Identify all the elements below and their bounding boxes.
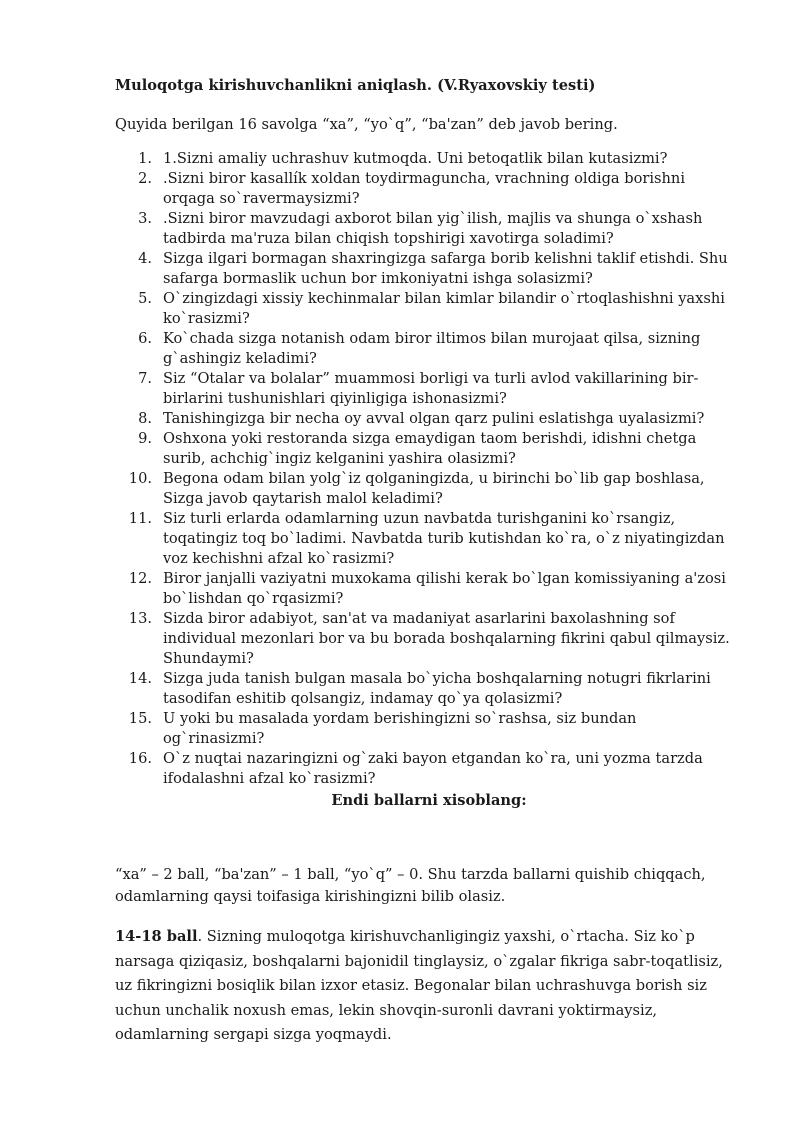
question-text: Sizda biror adabiyot, san'at va madaniyat asarlarini baxolashning sof individual mezonlari bor va bu borada boshqalarning fikrini qabul qilmaysiz. Shundaymi? <box>163 610 730 667</box>
question-number: 9. <box>138 430 152 447</box>
question-item <box>115 149 740 169</box>
question-item <box>115 509 740 569</box>
question-text: Sizga juda tanish bulgan masala bo`yicha boshqalarning notugri fikrlarini tasodifan eshitib qolsangiz, indamay qo`ya qolasizmi? <box>163 670 711 707</box>
question-number: 14. <box>128 670 152 687</box>
result-paragraph <box>115 925 740 1048</box>
question-item <box>115 289 740 329</box>
question-number: 6. <box>138 330 152 347</box>
question-item <box>115 749 740 789</box>
question-text: 1.Sizni amaliy uchrashuv kutmoqda. Uni betoqatlik bilan kutasizmi? <box>163 150 668 167</box>
instructions-text: Quyida berilgan 16 savolga “xa”, “yo`q”, “ba'zan” deb javob bering. <box>115 116 618 133</box>
question-text: Tanishingizga bir necha oy avval olgan qarz pulini eslatishga uyalasizmi? <box>163 410 705 427</box>
question-number: 8. <box>138 410 152 427</box>
question-number: 10. <box>128 470 152 487</box>
question-item <box>115 669 740 709</box>
question-text: O`z nuqtai nazaringizni og`zaki bayon etgandan ko`ra, uni yozma tarzda ifodalashni afzal ko`rasizmi? <box>163 750 703 787</box>
question-text: Sizga ilgari bormagan shaxringizga safarga borib kelishni taklif etishdi. Shu safarga bormaslik uchun bor imkoniyatni ishga solasizmi? <box>163 250 728 287</box>
question-number: 7. <box>138 370 152 387</box>
question-text: Siz turli erlarda odamlarning uzun navbatda turishganini ko`rsangiz, toqatingiz toq bo`ladimi. Navbatda turib kutishdan ko`ra, o`z niyatingizdan voz kechishni afzal ko`rasizmi? <box>163 510 725 567</box>
question-item <box>115 429 740 469</box>
question-item <box>115 469 740 509</box>
question-text: Siz “Otalar va bolalar” muammosi borligi va turli avlod vakillarining bir-birlarini tushunishlari qiyinligiga ishonasizmi? <box>163 370 699 407</box>
scoring-text: “xa” – 2 ball, “ba'zan” – 1 ball, “yo`q” – 0. Shu tarzda ballarni quishib chiqqach, odamlarning qaysi toifasiga kirishingizni bilib olasiz. <box>115 866 706 905</box>
question-text: .Sizni biror kasallík xoldan toydirmaguncha, vrachning oldiga borishni orqaga so`ravermaysizmi? <box>163 170 685 207</box>
question-item <box>115 409 740 429</box>
question-number: 5. <box>138 290 152 307</box>
question-number: 13. <box>128 610 152 627</box>
question-text: .Sizni biror mavzudagi axborot bilan yig`ilish, majlis va shunga o`xshash tadbirda ma'ruza bilan chiqish topshirigi xavotirga soladimi? <box>163 210 703 247</box>
question-item <box>115 369 740 409</box>
result-range: 14-18 ball <box>115 928 198 945</box>
question-item <box>115 609 740 669</box>
question-text: Begona odam bilan yolg`iz qolganingizda, u birinchi bo`lib gap boshlasa, Sizga javob qaytarish malol keladimi? <box>163 470 705 507</box>
question-item <box>115 709 740 749</box>
question-text: Biror janjalli vaziyatni muxokama qilishi kerak bo`lgan komissiyaning a'zosi bo`lishdan qo`rqasizmi? <box>163 570 726 607</box>
question-number: 15. <box>128 710 152 727</box>
question-text: O`zingizdagi xissiy kechinmalar bilan kimlar bilandir o`rtoqlashishni yaxshi ko`rasizmi? <box>163 290 725 327</box>
question-text: U yoki bu masalada yordam berishingizni so`rashsa, siz bundan og`rinasizmi? <box>163 710 637 747</box>
question-number: 11. <box>128 510 152 527</box>
document-title: Muloqotga kirishuvchanlikni aniqlash. (V.Ryaxovskiy testi) <box>115 77 596 94</box>
question-item <box>115 329 740 369</box>
question-item <box>115 209 740 249</box>
section-heading: Endi ballarni xisoblang: <box>331 792 527 809</box>
question-text: Ko`chada sizga notanish odam biror iltimos bilan murojaat qilsa, sizning g`ashingiz keladimi? <box>163 330 701 367</box>
question-number: 12. <box>128 570 152 587</box>
result-description: . Sizning muloqotga kirishuvchanligingiz yaxshi, o`rtacha. Siz ko`p narsaga qiziqasiz, boshqalarni bajonidil tinglaysiz, o`zgalar fikriga sabr-toqatlisiz, uz fikringizni bosiqlik bilan izxor etasiz. Begonalar bilan uchrashuvga borish siz uchun unchalik noxush emas, lekin shovqin-suronli davrani yoktirmaysiz, odamlarning sergapi sizga yoqmaydi. <box>115 928 723 1043</box>
question-list <box>115 149 740 789</box>
question-item <box>115 569 740 609</box>
question-number: 1. <box>138 150 152 167</box>
question-number: 3. <box>138 210 152 227</box>
question-number: 2. <box>138 170 152 187</box>
question-item <box>115 169 740 209</box>
question-item <box>115 249 740 289</box>
question-number: 4. <box>138 250 152 267</box>
question-number: 16. <box>128 750 152 767</box>
question-text: Oshxona yoki restoranda sizga emaydigan taom berishdi, idishni chetga surib, achchig`ingiz kelganini yashira olasizmi? <box>163 430 697 467</box>
